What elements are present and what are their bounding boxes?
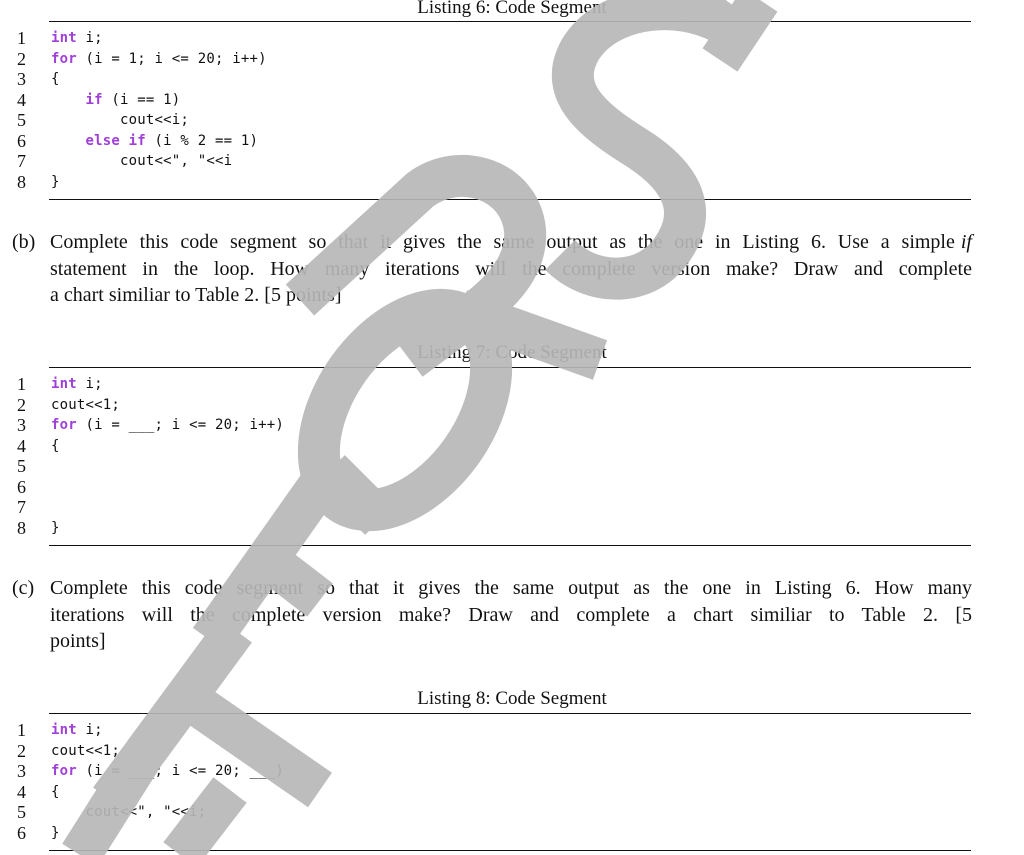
code-text: cout<<1;	[51, 742, 121, 759]
code-text: }	[51, 824, 60, 841]
line-number: 5	[17, 456, 26, 476]
code-line	[0, 741, 1024, 762]
code-line	[0, 374, 1024, 395]
code-text: cout<<i;	[51, 112, 190, 128]
code-indent	[51, 92, 86, 108]
code-line	[0, 28, 1024, 49]
code-rest: (i == 1)	[102, 91, 181, 108]
listing8-top-rule	[49, 713, 971, 714]
code-text	[51, 374, 103, 395]
line-number: 4	[17, 781, 26, 802]
question-b-line-2: statement in the loop. How many iterations will the complete version make? Draw and complete	[50, 257, 972, 280]
line-number: 2	[17, 740, 26, 761]
code-indent	[51, 133, 86, 149]
question-c-line-2: iterations will the complete version make? Draw and complete a chart similiar to Table 2. [5	[50, 603, 972, 626]
code-line	[0, 415, 1024, 436]
listing7-top-rule	[49, 367, 971, 368]
code-line	[0, 456, 1024, 477]
code-line	[0, 823, 1024, 844]
code-keyword: int	[51, 376, 77, 392]
code-line	[0, 395, 1024, 416]
code-line	[0, 497, 1024, 518]
question-b-line-3: a chart similiar to Table 2. [5 points]	[50, 284, 342, 306]
question-b-label: (b)	[12, 231, 36, 253]
line-number: 1	[17, 374, 26, 394]
code-line	[0, 477, 1024, 498]
question-b-line-1	[50, 229, 972, 256]
code-text: }	[51, 519, 60, 536]
line-number: 1	[17, 720, 26, 740]
code-rest: (i % 2 == 1)	[145, 132, 259, 149]
code-keyword: if	[85, 91, 103, 108]
code-line	[0, 802, 1024, 823]
code-keyword: int	[51, 30, 77, 46]
code-text	[51, 90, 180, 111]
code-line	[0, 518, 1024, 539]
code-keyword: for	[51, 417, 77, 433]
code-line	[0, 151, 1024, 172]
line-number: 5	[17, 802, 26, 822]
question-b-italic-if: if	[960, 231, 972, 253]
line-number: 8	[17, 517, 26, 538]
line-number: 6	[17, 822, 26, 843]
listing6-bottom-rule	[49, 199, 971, 200]
question-c-line-3: points]	[50, 630, 106, 652]
code-line	[0, 436, 1024, 457]
listing6-top-rule	[49, 21, 971, 22]
code-text	[51, 49, 267, 70]
code-keyword: for	[51, 763, 77, 779]
code-rest: (i = ___; i <= 20; ___)	[76, 763, 284, 779]
listing7-bottom-rule	[49, 545, 971, 546]
question-b-text	[50, 229, 972, 309]
code-text: cout<<1;	[51, 396, 121, 413]
code-text	[51, 720, 103, 741]
code-keyword: int	[51, 722, 77, 738]
code-text: cout<<", "<<i;	[51, 804, 207, 820]
line-number: 3	[17, 415, 26, 435]
line-number: 6	[17, 476, 26, 497]
code-line	[0, 49, 1024, 70]
listing8-bottom-rule	[49, 850, 971, 851]
question-c-label: (c)	[12, 577, 35, 599]
line-number: 7	[17, 497, 26, 517]
code-text: {	[51, 71, 60, 87]
line-number: 4	[17, 89, 26, 110]
code-text: {	[51, 437, 60, 454]
line-number: 3	[17, 69, 26, 89]
listing8-caption: Listing 8: Code Segment	[417, 688, 607, 709]
code-line	[0, 172, 1024, 193]
code-line	[0, 782, 1024, 803]
code-text: }	[51, 173, 60, 190]
line-number: 3	[17, 761, 26, 781]
code-line	[0, 720, 1024, 741]
question-b-line-1-text: Complete this code segment so that it gives the same output as the one in Listing 6. Use a simple	[50, 231, 955, 253]
code-line	[0, 761, 1024, 782]
code-text	[51, 761, 284, 782]
code-keyword: else if	[85, 132, 146, 149]
line-number: 6	[17, 130, 26, 151]
code-line	[0, 69, 1024, 90]
line-number: 2	[17, 48, 26, 69]
listing7-caption: Listing 7: Code Segment	[417, 342, 607, 363]
line-number: 5	[17, 110, 26, 130]
code-rest: i;	[76, 376, 103, 392]
line-number: 7	[17, 151, 26, 171]
code-line	[0, 110, 1024, 131]
line-number: 1	[17, 28, 26, 48]
line-number: 2	[17, 394, 26, 415]
code-text: cout<<", "<<i	[51, 153, 233, 169]
listing6-caption: Listing 6: Code Segment	[417, 0, 607, 18]
line-number: 4	[17, 435, 26, 456]
code-line	[0, 90, 1024, 111]
line-number: 8	[17, 171, 26, 192]
code-text	[51, 131, 258, 152]
question-c-line-1: Complete this code segment so that it gives the same output as the one in Listing 6. How many	[50, 577, 972, 599]
code-rest: i;	[76, 722, 103, 738]
code-rest: (i = ___; i <= 20; i++)	[76, 417, 284, 433]
code-rest: (i = 1; i <= 20; i++)	[76, 50, 267, 67]
code-text	[51, 415, 284, 436]
code-text	[51, 28, 103, 49]
code-keyword: for	[51, 50, 77, 67]
code-text: {	[51, 783, 60, 800]
question-c-text	[50, 575, 972, 655]
code-rest: i;	[76, 30, 103, 46]
code-line	[0, 131, 1024, 152]
